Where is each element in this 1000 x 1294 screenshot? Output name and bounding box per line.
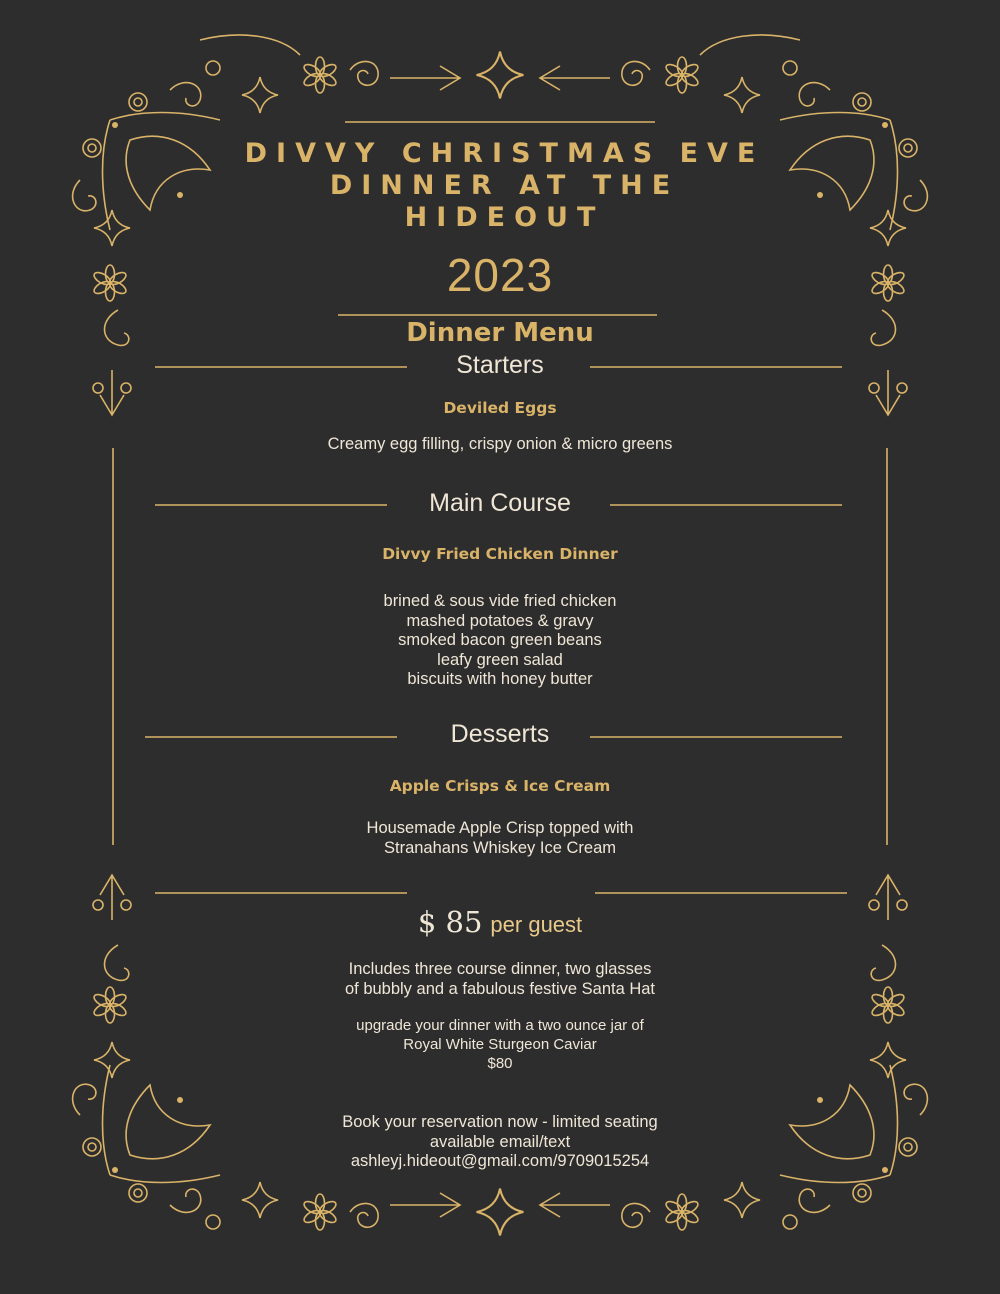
includes-line: of bubbly and a fabulous festive Santa Hat <box>344 979 656 998</box>
booking-info <box>0 1113 1000 1172</box>
section-heading-desserts: Desserts <box>450 720 550 748</box>
dish-items-main <box>0 592 1000 690</box>
dish-name-dessert: Apple Crisps & Ice Cream <box>389 777 611 795</box>
price-per-guest: per guest <box>490 912 583 937</box>
menu-title: Dinner Menu <box>406 318 594 348</box>
includes-line: Includes three course dinner, two glasses <box>348 960 652 978</box>
upgrade-offer <box>0 1016 1000 1073</box>
title-line: DIVVY CHRISTMAS EVE <box>244 138 765 169</box>
section-heading-starters: Starters <box>456 351 544 379</box>
upgrade-price: $80 <box>487 1055 513 1072</box>
title-line: HIDEOUT <box>404 202 605 233</box>
price-amount: $ 85 <box>417 905 483 939</box>
dish-name-starter: Deviled Eggs <box>443 399 557 417</box>
dish-description-starter: Creamy egg filling, crispy onion & micro greens <box>327 435 673 453</box>
upgrade-line: upgrade your dinner with a two ounce jar of <box>356 1017 644 1034</box>
booking-contact: ashleyj.hideout@gmail.com/9709015254 <box>350 1152 650 1171</box>
list-item: biscuits with honey butter <box>407 670 593 689</box>
price-line <box>0 905 1000 939</box>
section-heading-main: Main Course <box>429 489 571 517</box>
booking-line: available email/text <box>429 1132 571 1151</box>
upgrade-line: Royal White Sturgeon Caviar <box>403 1036 597 1053</box>
title-line: DINNER AT THE <box>329 170 680 201</box>
description-line: Housemade Apple Crisp topped with <box>366 819 634 837</box>
dish-description-dessert <box>0 819 1000 858</box>
dish-name-main: Divvy Fried Chicken Dinner <box>382 545 618 563</box>
list-item: mashed potatoes & gravy <box>406 611 594 630</box>
event-year: 2023 <box>446 249 554 301</box>
booking-line: Book your reservation now - limited seating <box>342 1113 658 1131</box>
list-item: leafy green salad <box>437 650 563 669</box>
event-title <box>0 138 1000 234</box>
price-includes <box>0 960 1000 999</box>
description-line: Stranahans Whiskey Ice Cream <box>383 838 616 857</box>
list-item: smoked bacon green beans <box>398 631 602 650</box>
list-item: brined & sous vide fried chicken <box>383 592 617 610</box>
